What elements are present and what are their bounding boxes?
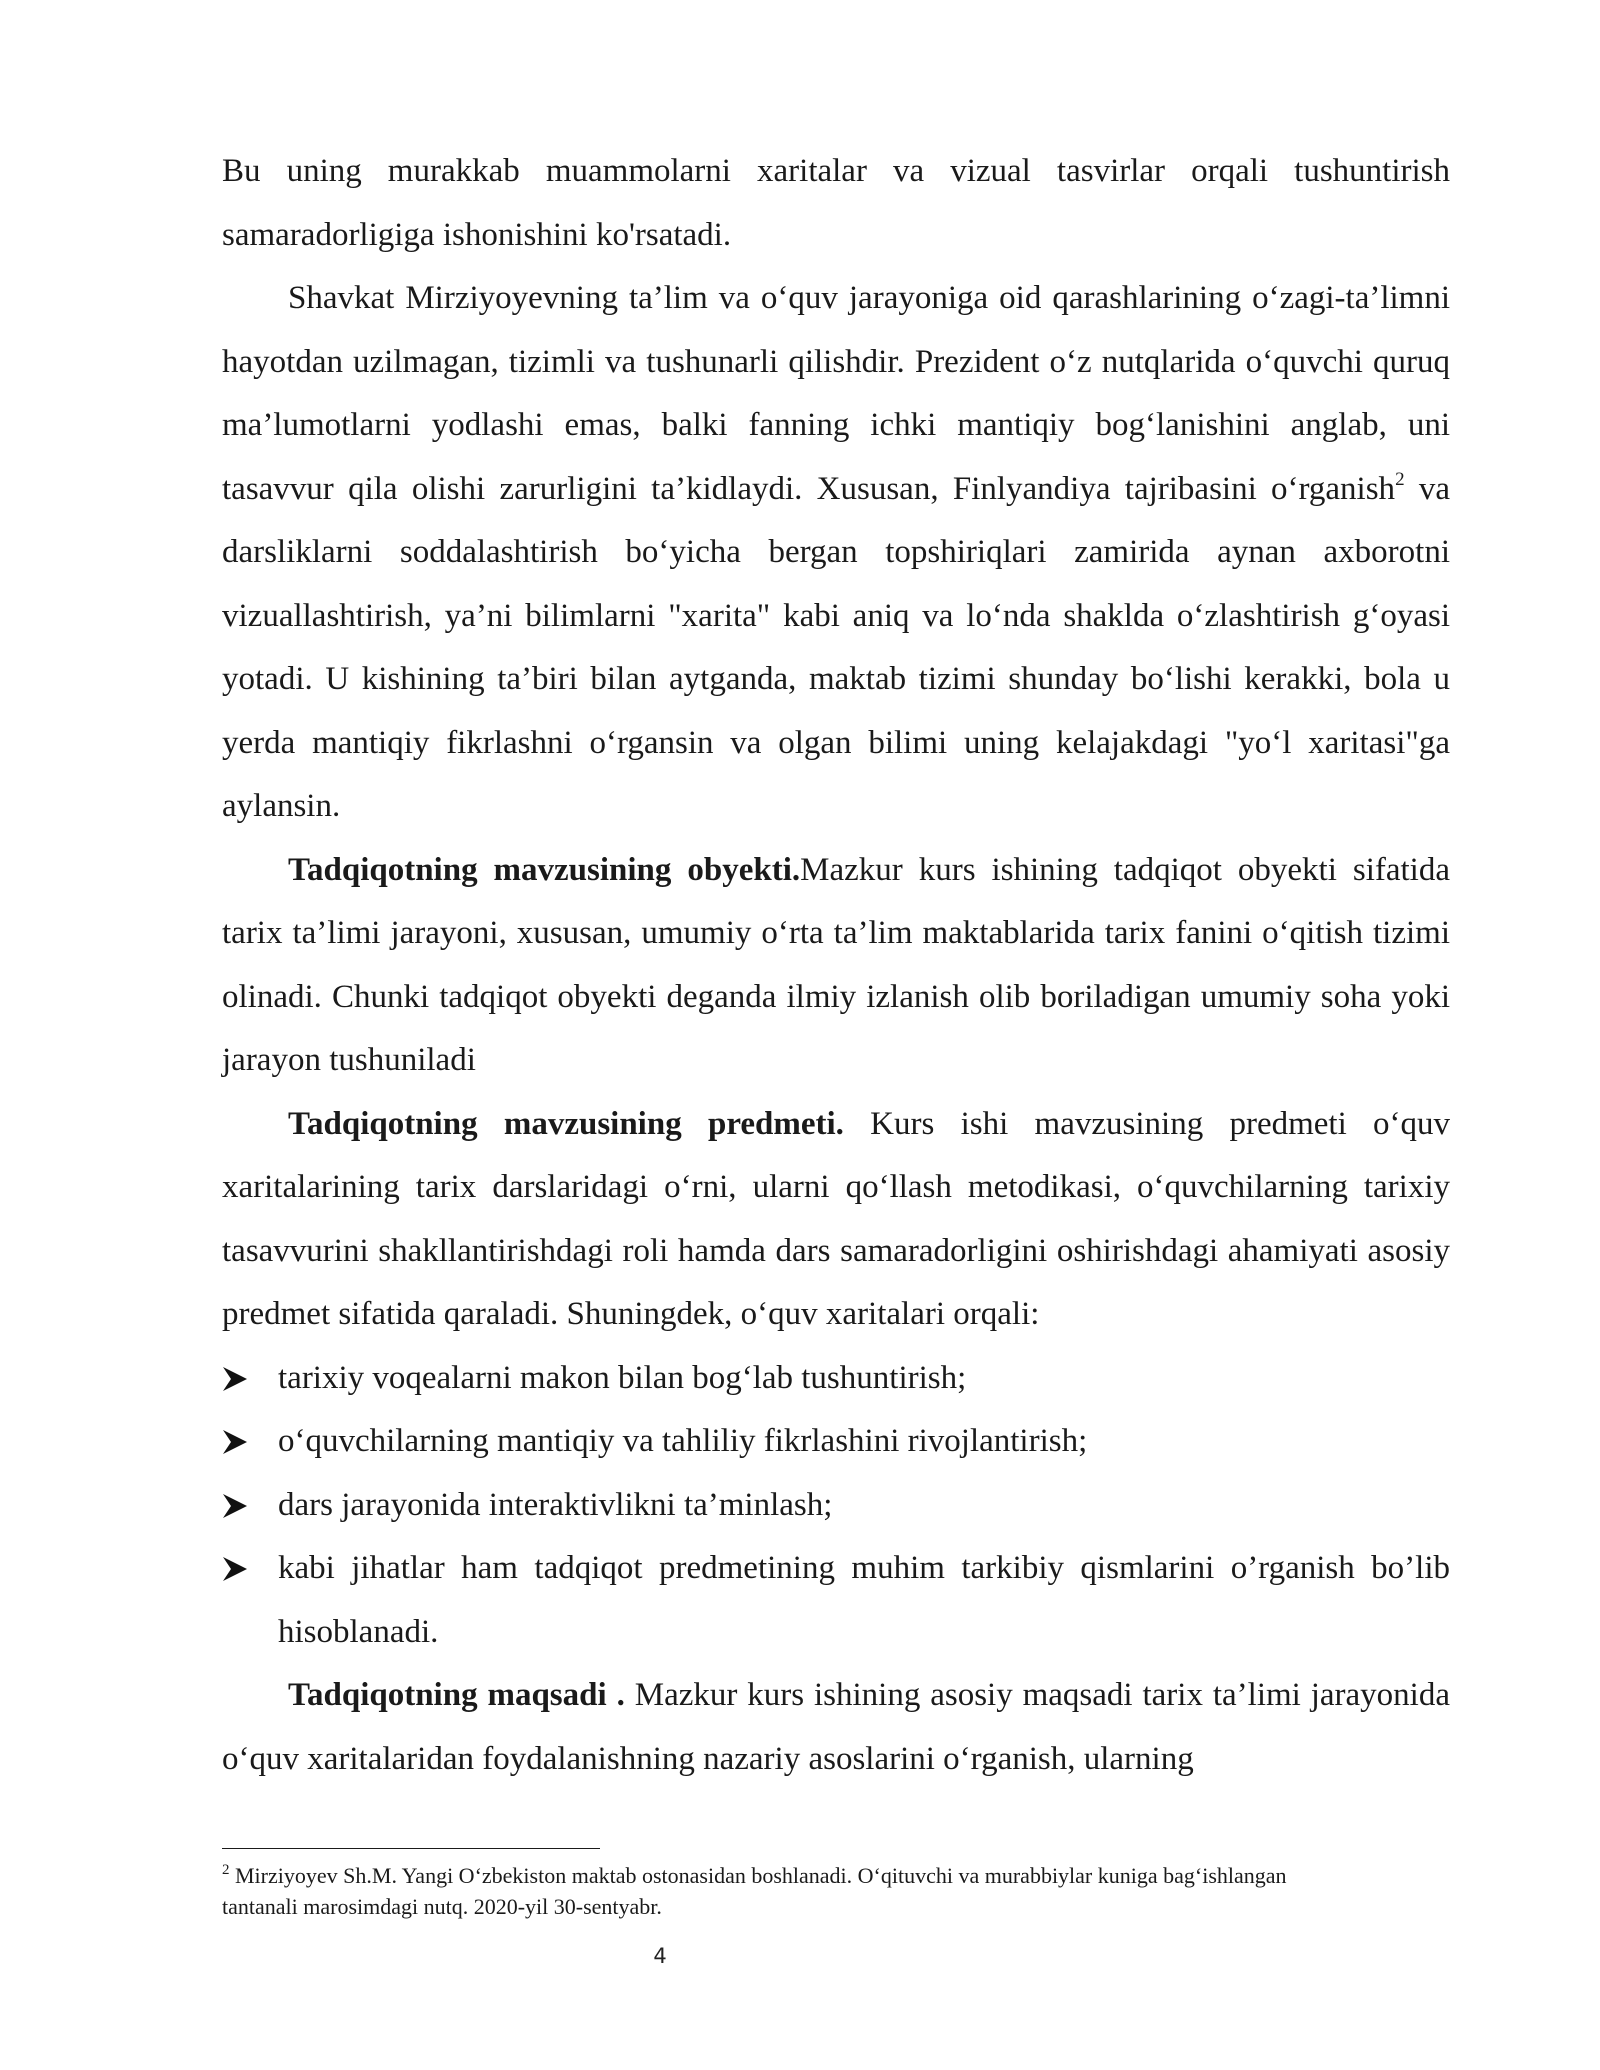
list-item bbox=[222, 1537, 1450, 1664]
list-item bbox=[222, 1347, 1450, 1411]
paragraph-research-subject bbox=[222, 1093, 1450, 1347]
footnote bbox=[222, 1860, 1362, 1922]
list-item-text: dars jarayonida interaktivlikni ta’minlash; bbox=[278, 1486, 833, 1523]
arrowhead-bullet-icon bbox=[222, 1429, 248, 1455]
footnote-text: Mirziyoyev Sh.M. Yangi O‘zbekiston maktab ostonasidan boshlanadi. O‘qituvchi va murabbiylar kuniga bag‘ishlangan tantanali marosimdagi nutq. 2020-yil 30-sentyabr. bbox=[222, 1863, 1287, 1919]
section-heading-subject: Tadqiqotning mavzusining predmeti. bbox=[288, 1105, 844, 1142]
arrowhead-bullet-icon bbox=[222, 1556, 248, 1582]
paragraph-text: Mazkur kurs ishining asosiy maqsadi tarix ta’limi jarayonida o‘quv xaritalaridan foydalanishning nazariy asoslarini o‘rganish, ularning bbox=[222, 1677, 1450, 1777]
list-item-text: tarixiy voqealarni makon bilan bog‘lab tushuntirish; bbox=[278, 1359, 967, 1396]
footnote-separator bbox=[222, 1848, 600, 1849]
bullet-list bbox=[222, 1347, 1450, 1665]
list-item-text: kabi jihatlar ham tadqiqot predmetining muhim tarkibiy qismlarini o’rganish bo’lib hisoblanadi. bbox=[278, 1550, 1450, 1650]
footnote-reference[interactable]: 2 bbox=[1395, 468, 1405, 490]
list-item bbox=[222, 1410, 1450, 1474]
paragraph-intro: Bu uning murakkab muammolarni xaritalar va vizual tasvirlar orqali tushuntirish samaradorligiga ishonishini ko'rsatadi. bbox=[222, 153, 1450, 253]
paragraph-president-views bbox=[222, 267, 1450, 839]
list-item-text: o‘quvchilarning mantiqiy va tahliliy fikrlashini rivojlantirish; bbox=[278, 1423, 1088, 1459]
footnote-marker: 2 bbox=[222, 1861, 230, 1878]
paragraph-text: Shavkat Mirziyoyevning ta’lim va o‘quv jarayoniga oid qarashlarining o‘zagi-ta’limni hayotdan uzilmagan, tizimli va tushunarli qilishdir. Prezident o‘z nutqlarida o‘quvchi quruq ma’lumotlarni yodlashi emas, balki fanning ichki mantiqiy bog‘lanishini anglab, uni tasavvur qila olishi zarurligini ta’kidlaydi. Xususan, Finlyandiya tajribasini o‘rganish bbox=[222, 280, 1450, 507]
paragraph-text: Mazkur kurs ishining tadqiqot obyekti sifatida tarix ta’limi jarayoni, xususan, umumiy o‘rta ta’lim maktablarida tarix fanini o‘qitish tizimi olinadi. Chunki tadqiqot obyekti deganda ilmiy izlanish olib boriladigan umumiy soha yoki jarayon tushuniladi bbox=[222, 851, 1450, 1078]
paragraph-research-object bbox=[222, 839, 1450, 1093]
document-page bbox=[222, 140, 1450, 1791]
arrowhead-bullet-icon bbox=[222, 1493, 248, 1519]
section-heading-object: Tadqiqotning mavzusining obyekti. bbox=[288, 851, 801, 888]
arrowhead-bullet-icon bbox=[222, 1366, 248, 1392]
section-heading-goal: Tadqiqotning maqsadi . bbox=[288, 1677, 625, 1713]
paragraph-text: va darsliklarni soddalashtirish bo‘yicha bergan topshiriqlari zamirida aynan axborotni vizuallashtirish, ya’ni bilimlarni "xarita" kabi aniq va lo‘nda shaklda o‘zlashtirish g‘oyasi yotadi. U kishining ta’biri bilan aytganda, maktab tizimi shunday bo‘lishi kerakki, bola u yerda mantiqiy fikrlashni o‘rgansin va olgan bilimi uning kelajakdagi "yo‘l xaritasi"ga aylansin. bbox=[222, 470, 1450, 824]
list-item bbox=[222, 1474, 1450, 1538]
page-number: 4 bbox=[653, 1944, 667, 1968]
paragraph-text: Kurs ishi mavzusining predmeti o‘quv xaritalarining tarix darslaridagi o‘rni, ularni qo‘llash metodikasi, o‘quvchilarning tarixiy tasavvurini shakllantirishdagi roli hamda dars samaradorligini oshirishdagi ahamiyati asosiy predmet sifatida qaraladi. Shuningdek, o‘quv xaritalari orqali: bbox=[222, 1105, 1450, 1332]
paragraph-research-goal bbox=[222, 1664, 1450, 1791]
